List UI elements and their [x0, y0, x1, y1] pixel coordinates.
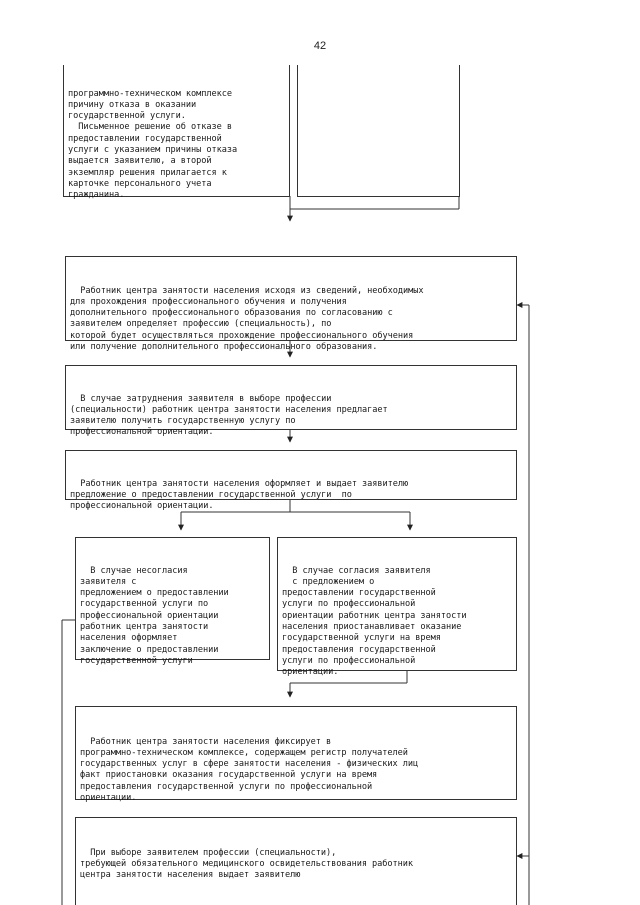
disagree-box [75, 537, 270, 666]
medical-exam-text: При выборе заявителем профессии (специальности), требующей обязательного медицинского освидетельствования работник центра занятости населения выдает заявителю [80, 847, 414, 881]
determine-profession-text: Работник центра занятости населения исходя из сведений, необходимых для прохождения профессионального обучения и получения дополнительного профессионального образования по согласованию с заявителем определяет профессию (специальность), по которой будет осуществляться прохождение профессионального обучения или получение дополнительного профессионального образования. [70, 285, 424, 353]
agree-box [277, 537, 517, 678]
difficulty-choice-text: В случае затруднения заявителя в выборе профессии (специальности) работник центра занятости населения предлагает заявителю получить государственную услугу по профессиональной ориентации. [70, 393, 388, 438]
determine-profession-box [65, 256, 517, 353]
refusal-continuation-text: программно-техническом комплексе причину отказа в оказании государственной услуги. Письменное решение об отказе в предоставлении государственной услуги с указанием причины отказа выдается заявителю, а второй экземпляр решения прилагается к карточке персонального учета гражданина. [68, 88, 238, 201]
record-suspension-text: Работник центра занятости населения фиксирует в программно-техническом комплексе, содержащем регистр получателей государственных услуг в сфере занятости населения - физических лиц факт приостановки оказания государственной услуги на время предоставления государственной услуги по профессиональной ориентации. [80, 736, 419, 804]
refusal-continuation-box [63, 65, 290, 201]
issue-offer-box [65, 450, 517, 512]
issue-offer-text: Работник центра занятости населения оформляет и выдает заявителю предложение о предоставлении государственной услуги по профессиональной ориентации. [70, 478, 409, 512]
record-suspension-box [75, 706, 517, 804]
disagree-text: В случае несогласия заявителя с предложением о предоставлении государственной услуги по профессиональной ориентации работник центра занятости населения оформляет заключение о предоставлении государственной услуги [80, 565, 229, 666]
medical-exam-box [75, 817, 517, 905]
agree-text: В случае согласия заявителя с предложением о предоставлении государственной услуги по профессиональной ориентации работник центра занятости населения приостанавливает оказание государственной услуги на время предоставления государственной услуги по профессиональной ориентации. [282, 565, 467, 678]
difficulty-choice-box [65, 365, 517, 438]
page-number: 42 [313, 40, 327, 52]
right-continuation-box [297, 65, 460, 197]
